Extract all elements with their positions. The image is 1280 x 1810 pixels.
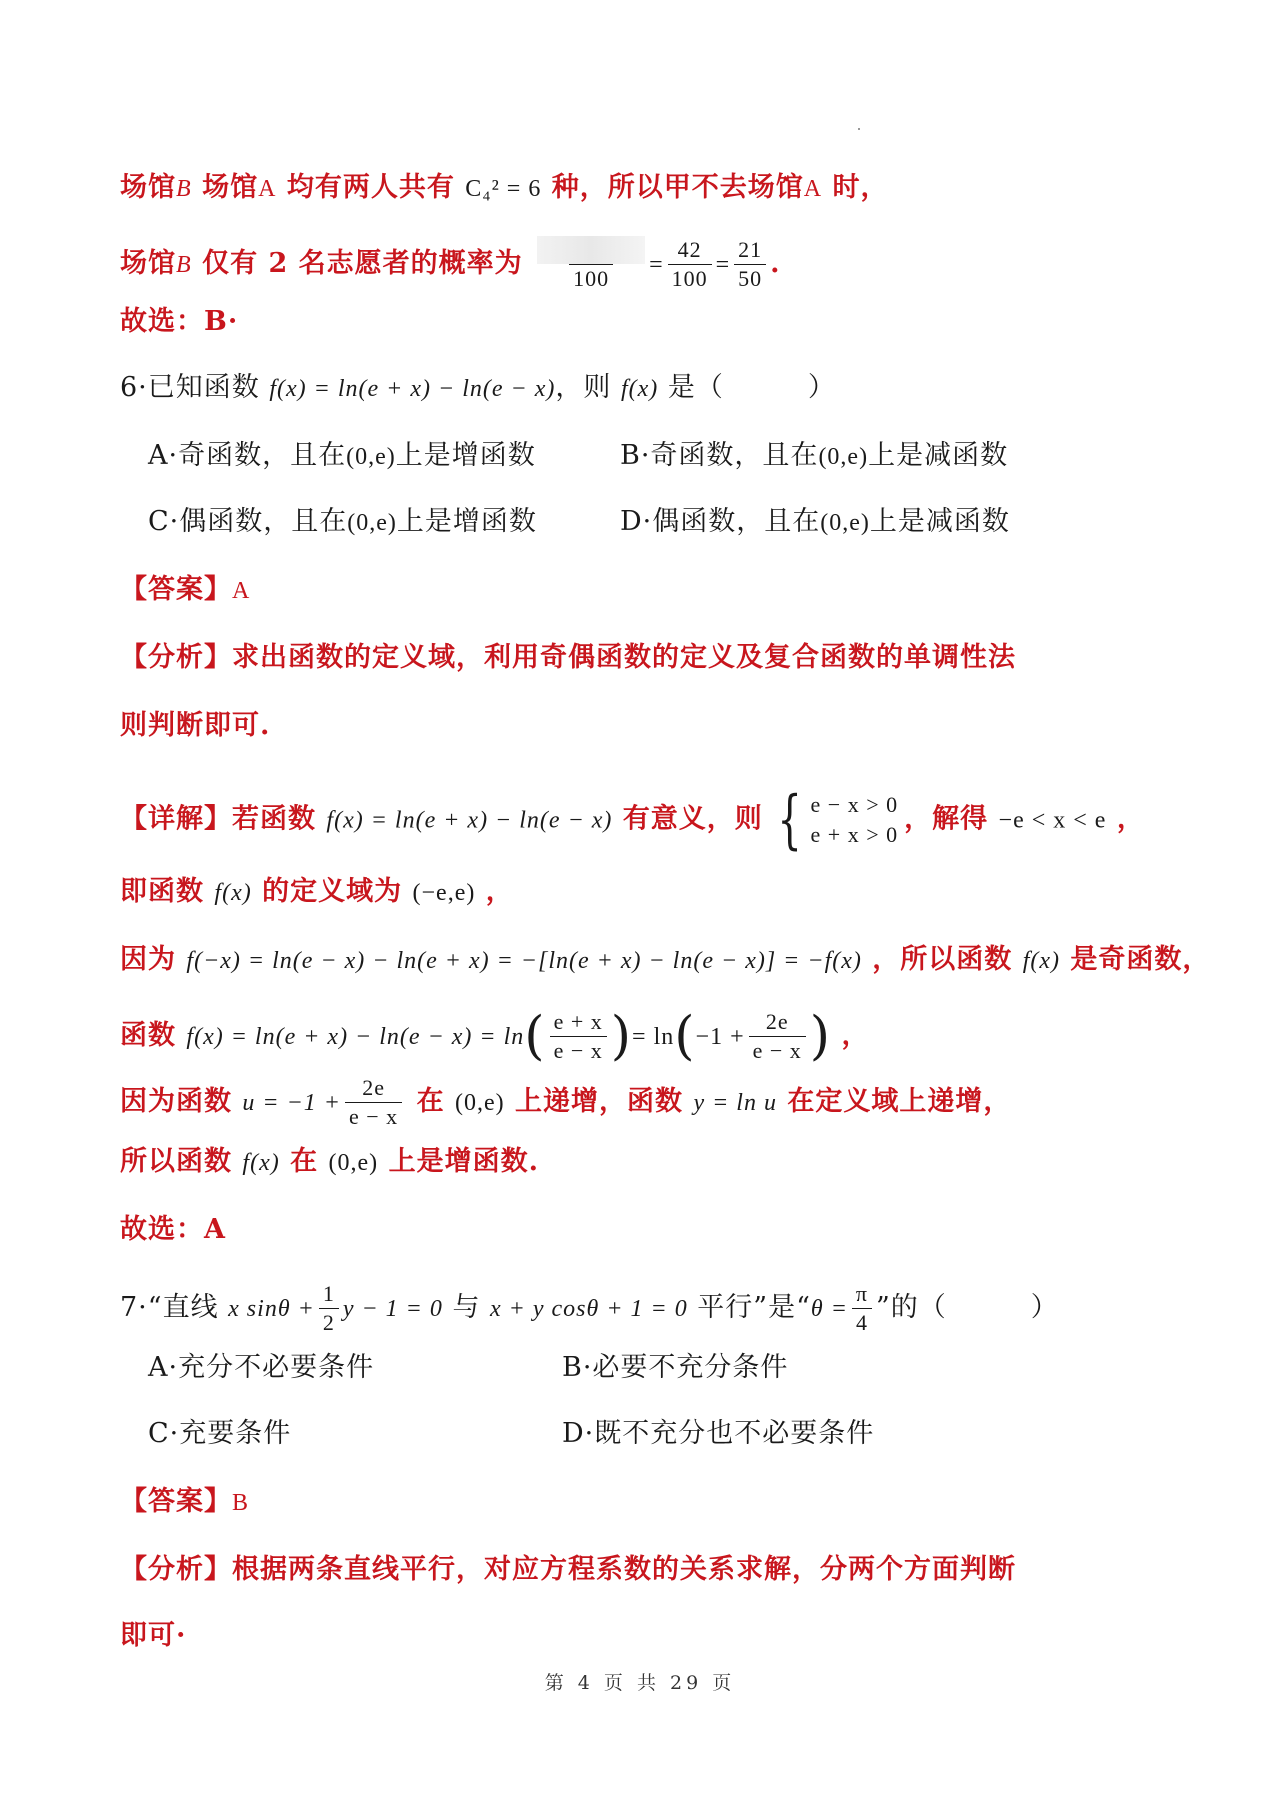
- option-6d: D·偶函数，且在(0,e)上是减函数: [620, 506, 1010, 537]
- equals: =: [715, 252, 731, 278]
- text: 是（ ）: [658, 372, 836, 403]
- option-7d: D·既不充分也不必要条件: [562, 1418, 875, 1449]
- fraction: $\frac{21}{50}$: [734, 236, 766, 293]
- fraction-blurred: 100: [537, 236, 645, 293]
- answer-7: 【答案】B: [120, 1486, 250, 1517]
- text: 6·已知函数: [120, 372, 270, 403]
- detail-6-line-4: 函数 f(x) = ln(e + x) − ln(e − x) = ln( $\frac{e + x}{e - x}$ )= ln(−1 + $\frac{2e}{e - x}$ ) ，: [120, 1006, 870, 1067]
- question-7: 7·“直线 x sinθ + $\frac{1}{2}$ y − 1 = 0 与 x + y cosθ + 1 = 0 平行”是“θ = $\frac{\pi}{4}$ ”的（ ）: [120, 1281, 1059, 1335]
- math-var: A: [258, 176, 277, 202]
- math-function: f(x) = ln(e + x) − ln(e − x): [269, 376, 556, 402]
- equals: =: [649, 252, 664, 278]
- fraction: $\frac{2e}{e - x}$: [749, 1008, 806, 1065]
- detail-6-line-1: 【详解】若函数 f(x) = ln(e + x) − ln(e − x) 有意义，则 { e − x > 0 e + x > 0 ，解得 −e < x < e ，: [120, 783, 1145, 857]
- option-7b: B·必要不充分条件: [562, 1352, 789, 1383]
- option-7c: C·充要条件: [148, 1418, 292, 1449]
- analysis-6: 【分析】求出函数的定义域，利用奇偶函数的定义及复合函数的单调性法: [120, 642, 1016, 673]
- text: 均有两人共有: [276, 172, 466, 203]
- text: 场馆: [120, 172, 176, 203]
- fraction: $\frac{\pi}{4}$: [852, 1280, 872, 1337]
- conclusion-6: 故选：A: [120, 1214, 226, 1245]
- detail-6-line-2: 即函数 f(x) 的定义域为 (−e,e) ，: [120, 876, 514, 907]
- solution-line-1: [120, 168, 889, 209]
- inequality-system: { e − x > 0 e + x > 0: [777, 783, 899, 857]
- question-6: [120, 368, 836, 409]
- detail-6-line-3: 因为 f(−x) = ln(e − x) − ln(e + x) = −[ln(e + x) − ln(e − x)] = −f(x) ，所以函数 f(x) 是奇函数，: [120, 944, 1211, 975]
- option-6c: C·偶函数，且在(0,e)上是增函数: [148, 506, 537, 537]
- solution-line-2: [120, 236, 781, 293]
- math-var: A: [803, 176, 823, 202]
- analysis-7-cont: 即可·: [120, 1620, 187, 1651]
- option-6a: A·奇函数，且在(0,e)上是增函数: [148, 440, 536, 471]
- math: f(x): [620, 376, 659, 402]
- fraction: $\frac{42}{100}$: [668, 236, 712, 293]
- conclusion-5: 故选：B·: [120, 306, 239, 337]
- text: 仅有 2 名志愿者的概率为: [191, 248, 523, 279]
- speck: [858, 128, 860, 130]
- analysis-6-cont: 则判断即可.: [120, 710, 271, 741]
- fraction: $\frac{e + x}{e - x}$: [550, 1008, 607, 1065]
- detail-6-line-6: 所以函数 f(x) 在 (0,e) 上是增函数.: [120, 1146, 539, 1177]
- page-footer: 第 4 页 共 29 页: [544, 1672, 736, 1694]
- text: 场馆: [191, 172, 259, 203]
- fraction: $\frac{2e}{e - x}$: [345, 1074, 402, 1131]
- answer-6: 【答案】A: [120, 574, 251, 605]
- math-combination: C₄² = 6: [465, 176, 542, 202]
- text: 时，: [822, 172, 889, 203]
- math-var: B: [176, 176, 192, 202]
- period: .: [770, 248, 781, 279]
- text: 场馆: [120, 248, 176, 279]
- fraction: $\frac{1}{2}$: [319, 1280, 339, 1337]
- text: 种，所以甲不去场馆: [541, 172, 804, 203]
- analysis-7: 【分析】根据两条直线平行，对应方程系数的关系求解，分两个方面判断: [120, 1554, 1016, 1585]
- detail-6-line-5: 因为函数 u = −1 + $\frac{2e}{e - x}$ 在 (0,e) 上递增，函数 y = ln u 在定义域上递增，: [120, 1075, 1012, 1129]
- option-7a: A·充分不必要条件: [148, 1352, 375, 1383]
- text: ，则: [555, 372, 621, 403]
- option-6b: B·奇函数，且在(0,e)上是减函数: [620, 440, 1009, 471]
- math-var: B: [176, 252, 192, 278]
